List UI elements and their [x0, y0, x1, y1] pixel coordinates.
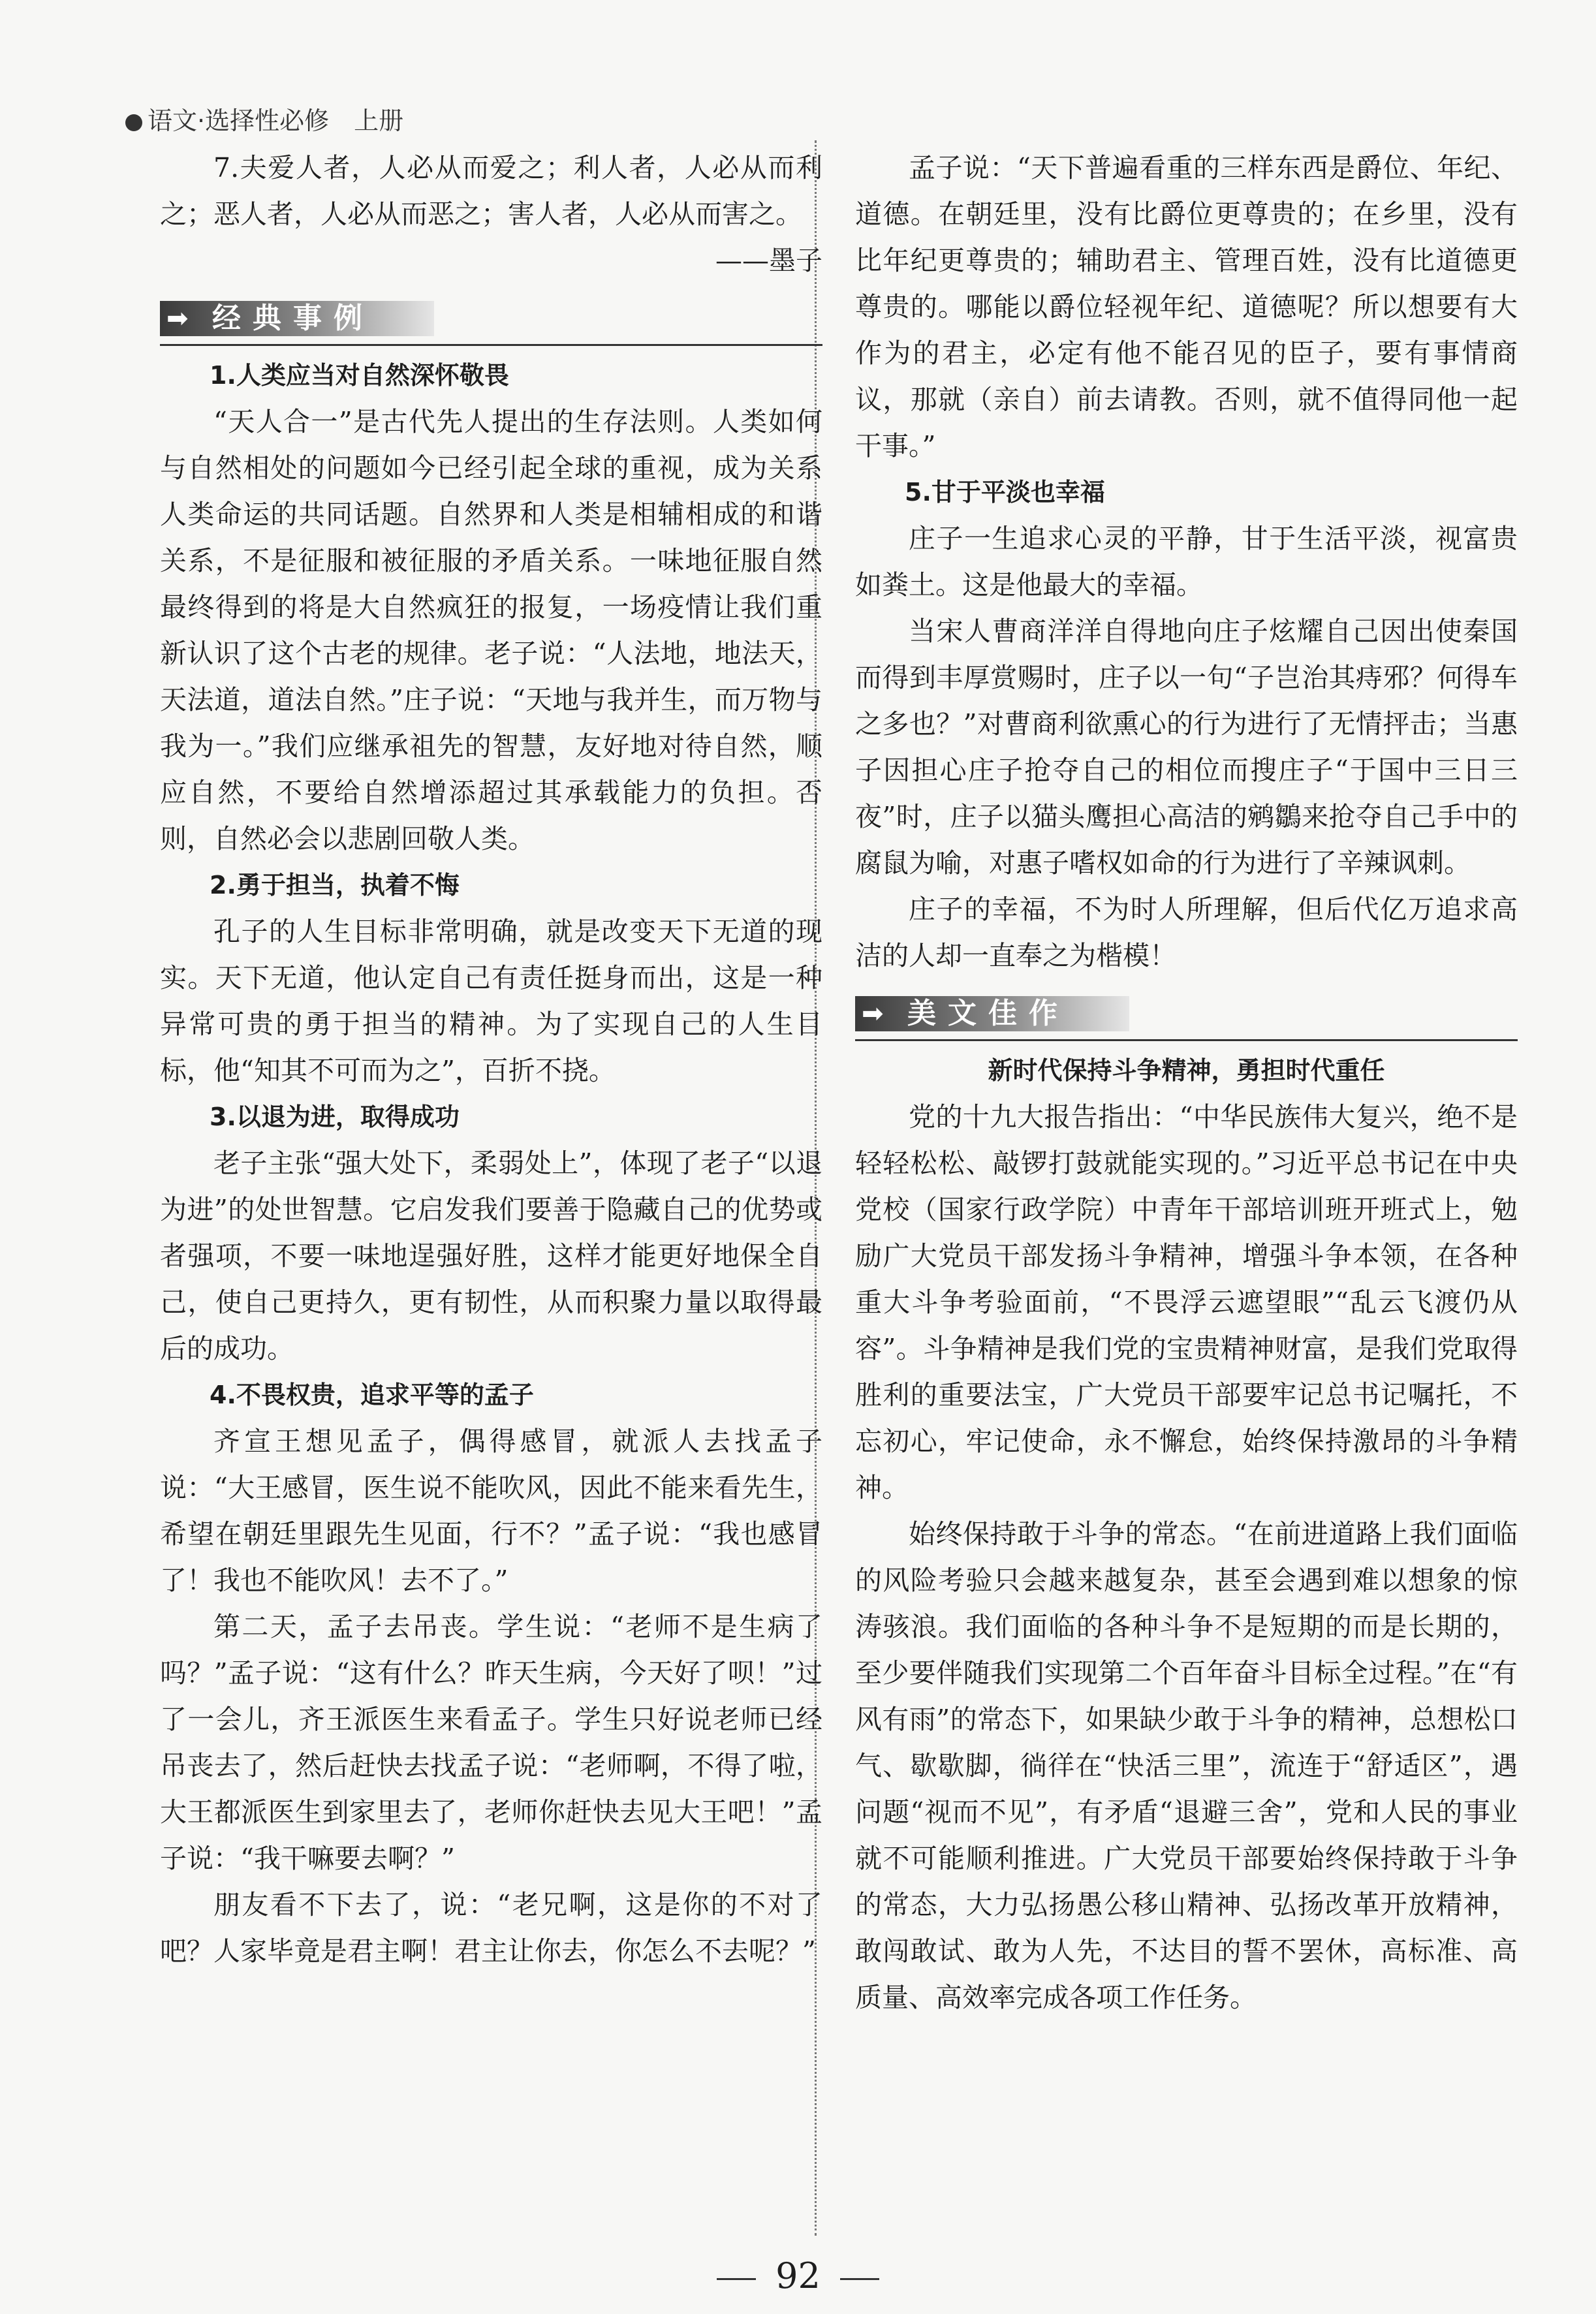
paragraph: 第二天，孟子去吊丧。学生说：“老师不是生病了吗？”孟子说：“这有什么？昨天生病，今天好了呗！”过了一会儿，齐王派医生来看孟子。学生只好说老师已经吊丧去了，然后赶快去找孟子说：“老师啊，不得了啦，大王都派医生到家里去了，老师你赶快去见大王吧！”孟子说：“我干嘛要去啊？”	[160, 1611, 822, 1874]
arrow-icon: ➡	[862, 999, 884, 1029]
section-header-essay	[855, 987, 1518, 1041]
example-title: 2.勇于担当，执着不悔	[210, 871, 460, 899]
page-number: 92	[0, 2255, 1596, 2296]
essay-title: 新时代保持斗争精神，勇担时代重任	[988, 1056, 1385, 1085]
paragraph: 庄子的幸福，不为时人所理解，但后代亿万追求高洁的人却一直奉之为楷模！	[855, 894, 1518, 971]
paragraph: 朋友看不下去了，说：“老兄啊，这是你的不对了吧？人家毕竟是君主啊！君主让你去，你怎么不去呢？”	[160, 1889, 822, 1967]
paragraph: 党的十九大报告指出：“中华民族伟大复兴，绝不是轻轻松松、敲锣打鼓就能实现的。”习近平总书记在中央党校（国家行政学院）中青年干部培训班开班式上，勉励广大党员干部发扬斗争精神，增强斗争本领，在各种重大斗争考验面前，“不畏浮云遮望眼”“乱云飞渡仍从容”。斗争精神是我们党的宝贵精神财富，是我们党取得胜利的重要法宝，广大党员干部要牢记总书记嘱托，不忘初心，牢记使命，永不懈怠，始终保持激昂的斗争精神。	[855, 1101, 1518, 1503]
paragraph: 始终保持敢于斗争的常态。“在前进道路上我们面临的风险考验只会越来越复杂，甚至会遇到难以想象的惊涛骇浪。我们面临的各种斗争不是短期的而是长期的，至少要伴随我们实现第二个百年奋斗目标全过程。”在“有风有雨”的常态下，如果缺少敢于斗争的精神，总想松口气、歇歇脚，徜徉在“快活三里”，流连于“舒适区”，遇问题“视而不见”，有矛盾“退避三舍”，党和人民的事业就不可能顺利推进。广大党员干部要始终保持敢于斗争的常态，大力弘扬愚公移山精神、弘扬改革开放精神，敢闯敢试、敢为人先，不达目的誓不罢休，高标准、高质量、高效率完成各项工作任务。	[855, 1518, 1518, 2013]
paragraph: 当宋人曹商洋洋自得地向庄子炫耀自己因出使秦国而得到丰厚赏赐时，庄子以一句“子岂治其痔邪？何得车之多也？”对曹商利欲熏心的行为进行了无情抨击；当惠子因担心庄子抢夺自己的相位而搜庄子“于国中三日三夜”时，庄子以猫头鹰担心高洁的鹓鶵来抢夺自己手中的腐鼠为喻，对惠子嗜权如命的行为进行了辛辣讽刺。	[855, 616, 1518, 879]
example-title: 3.以退为进，取得成功	[210, 1102, 460, 1131]
paragraph: 齐宣王想见孟子，偶得感冒，就派人去找孟子说：“大王感冒，医生说不能吹风，因此不能来看先生，希望在朝廷里跟先生见面，行不？”孟子说：“我也感冒了！我也不能吹风！去不了。”	[160, 1426, 822, 1596]
paragraph: “天人合一”是古代先人提出的生存法则。人类如何与自然相处的问题如今已经引起全球的重视，成为关系人类命运的共同话题。自然界和人类是相辅相成的和谐关系，不是征服和被征服的矛盾关系。一味地征服自然最终得到的将是大自然疯狂的报复，一场疫情让我们重新认识了这个古老的规律。老子说：“人法地，地法天，天法道，道法自然。”庄子说：“天地与我并生，而万物与我为一。”我们应继承祖先的智慧，友好地对待自然，顺应自然，不要给自然增添超过其承载能力的负担。否则，自然必会以悲剧回敬人类。	[160, 406, 822, 854]
paragraph: 老子主张“强大处下，柔弱处上”，体现了老子“以退为进”的处世智慧。它启发我们要善于隐藏自己的优势或者强项，不要一味地逞强好胜，这样才能更好地保全自己，使自己更持久，更有韧性，从而积聚力量以取得最后的成功。	[160, 1148, 822, 1364]
arrow-icon: ➡	[166, 304, 189, 334]
quote7-source: ——墨子	[715, 245, 822, 276]
page-header	[125, 104, 403, 137]
section-title: 经典事例	[212, 302, 374, 335]
section-header-examples	[160, 292, 822, 346]
paragraph: 孟子说：“天下普遍看重的三样东西是爵位、年纪、道德。在朝廷里，没有比爵位更尊贵的；在乡里，没有比年纪更尊贵的；辅助君主、管理百姓，没有比道德更尊贵的。哪能以爵位轻视年纪、道德呢？所以想要有大作为的君主，必定有他不能召见的臣子，要有事情商议，那就（亲自）前去请教。否则，就不值得同他一起干事。”	[855, 152, 1518, 461]
right-column	[855, 145, 1518, 2021]
example-title: 4.不畏权贵，追求平等的孟子	[210, 1381, 534, 1409]
section-title: 美文佳作	[907, 997, 1069, 1030]
example-title: 5.甘于平淡也幸福	[905, 478, 1105, 507]
header-text: 语文·选择性必修 上册	[148, 106, 404, 135]
left-column	[160, 145, 822, 1975]
paragraph: 孔子的人生目标非常明确，就是改变天下无道的现实。天下无道，他认定自己有责任挺身而出，这是一种异常可贵的勇于担当的精神。为了实现自己的人生目标，他“知其不可而为之”，百折不挠。	[160, 916, 822, 1086]
bullet-icon	[125, 114, 142, 131]
example-title: 1.人类应当对自然深怀敬畏	[210, 361, 509, 390]
paragraph: 庄子一生追求心灵的平静，甘于生活平淡，视富贵如粪土。这是他最大的幸福。	[855, 523, 1518, 601]
quote7: 7.夫爱人者，人必从而爱之；利人者，人必从而利之；恶人者，人必从而恶之；害人者，人必从而害之。	[160, 152, 822, 230]
